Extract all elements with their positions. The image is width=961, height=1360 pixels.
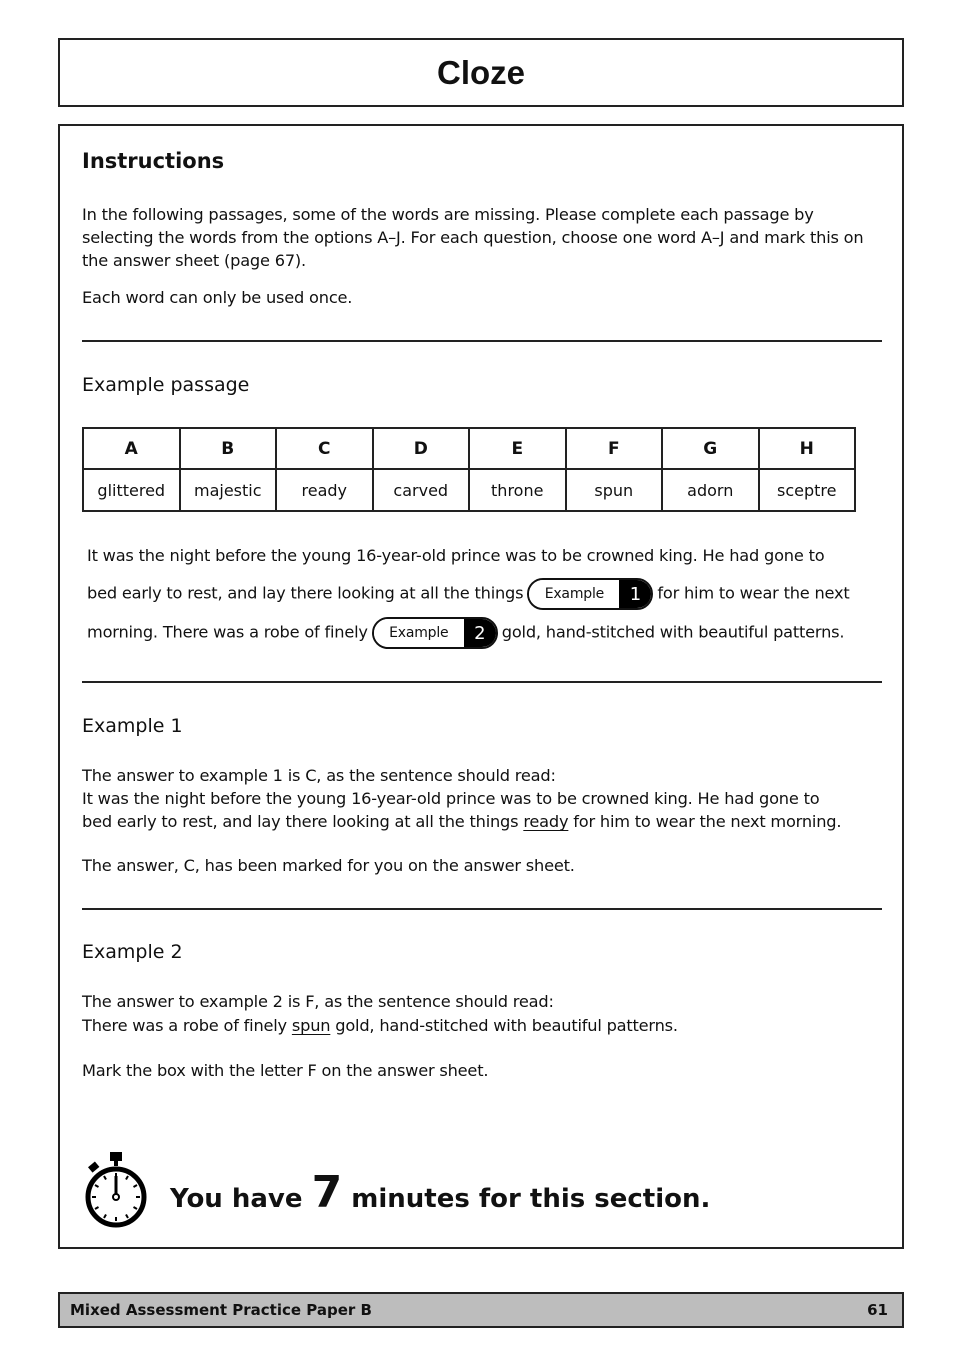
example-1-heading: Example 1 — [82, 715, 183, 737]
example-passage-heading: Example passage — [82, 374, 250, 396]
option-letter: G — [662, 428, 759, 469]
sentence-text: gold, hand-stitched with beautiful patterns. — [330, 1016, 678, 1035]
option-word: carved — [373, 469, 470, 511]
option-word: throne — [469, 469, 566, 511]
option-words-row — [83, 469, 855, 511]
option-letters-row — [83, 428, 855, 469]
instructions-heading: Instructions — [82, 149, 225, 173]
instructions-paragraph: In the following passages, some of the words are missing. Please complete each passage by selecting the words from the options A–J. For each question, choose one word A–J and mark this on the answer sheet (page 67). — [82, 205, 864, 270]
page-title-box — [58, 38, 904, 107]
timer-text: minutes for this section. — [342, 1183, 711, 1214]
sentence-text: bed early to rest, and lay there looking at all the things — [82, 812, 524, 831]
instructions-note: Each word can only be used once. — [82, 288, 353, 307]
content-box — [58, 124, 904, 1249]
page-number: 61 — [867, 1301, 888, 1319]
time-allowance-text — [170, 1167, 710, 1218]
sentence-text: There was a robe of finely — [82, 1016, 292, 1035]
divider — [82, 340, 882, 342]
sentence-text: for him to wear the next morning. — [568, 812, 842, 831]
passage-text: bed early to rest, and lay there looking at all the things — [87, 583, 524, 603]
option-letter: E — [469, 428, 566, 469]
underlined-answer: spun — [291, 1016, 331, 1035]
word-options-table — [82, 427, 856, 512]
example-1-note: The answer, C, has been marked for you on the answer sheet. — [82, 856, 575, 875]
example-2-heading: Example 2 — [82, 941, 183, 963]
example-1-sentence-line-2 — [82, 810, 841, 833]
minutes-value: 7 — [311, 1166, 343, 1218]
option-word: adorn — [662, 469, 759, 511]
example-1-sentence-line-1: It was the night before the young 16-year-old prince was to be crowned king. He had gone to — [82, 789, 820, 808]
page-title: Cloze — [436, 53, 525, 91]
stopwatch-icon — [84, 1152, 148, 1232]
option-letter: B — [180, 428, 277, 469]
passage-text: gold, hand-stitched with beautiful patterns. — [501, 622, 845, 642]
gap-label: Example — [374, 619, 464, 647]
example-1-intro: The answer to example 1 is C, as the sentence should read: — [82, 766, 556, 785]
page-footer — [58, 1292, 904, 1328]
divider — [82, 908, 882, 910]
option-word: ready — [276, 469, 373, 511]
passage-text: morning. There was a robe of finely — [87, 622, 368, 642]
timer-text: You have — [170, 1183, 312, 1214]
paper-name: Mixed Assessment Practice Paper B — [70, 1301, 372, 1319]
passage-line-2 — [87, 578, 850, 610]
option-letter: C — [276, 428, 373, 469]
passage-line-1: It was the night before the young 16-year-old prince was to be crowned king. He had gone to — [87, 546, 825, 565]
divider — [82, 681, 882, 683]
option-word: majestic — [180, 469, 277, 511]
example-2-sentence — [82, 1014, 678, 1037]
example-2-intro: The answer to example 2 is F, as the sentence should read: — [82, 992, 554, 1011]
option-letter: D — [373, 428, 470, 469]
option-letter: F — [566, 428, 663, 469]
gap-label: Example — [529, 580, 619, 608]
gap-number: 2 — [464, 619, 496, 647]
gap-1-box — [527, 578, 653, 610]
example-2-note: Mark the box with the letter F on the answer sheet. — [82, 1061, 489, 1080]
option-word: spun — [566, 469, 663, 511]
passage-line-3 — [87, 617, 844, 649]
option-word: sceptre — [759, 469, 856, 511]
gap-2-box — [372, 617, 498, 649]
passage-text: for him to wear the next — [657, 583, 850, 603]
option-word: glittered — [83, 469, 180, 511]
option-letter: H — [759, 428, 856, 469]
underlined-answer: ready — [523, 812, 569, 831]
timer-row — [84, 1152, 710, 1232]
gap-number: 1 — [619, 580, 651, 608]
option-letter: A — [83, 428, 180, 469]
